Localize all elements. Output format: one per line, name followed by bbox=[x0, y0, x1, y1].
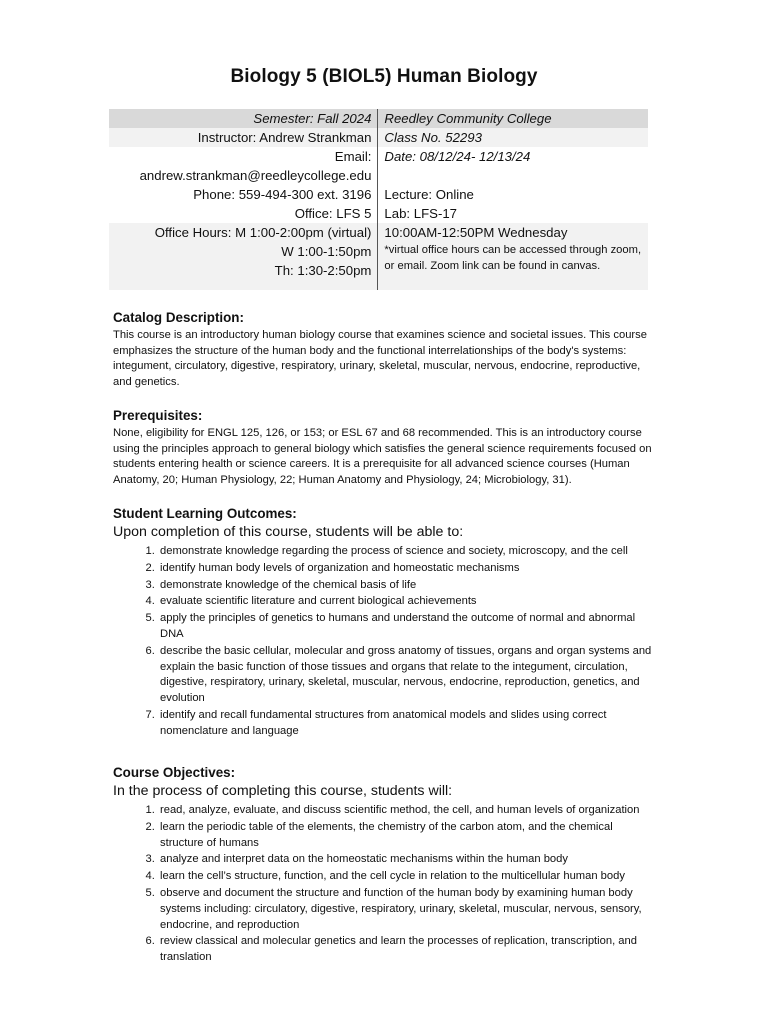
info-row-email bbox=[109, 147, 648, 185]
lab-cell: Lab: LFS-17 bbox=[378, 204, 648, 223]
office-hours-cell bbox=[109, 223, 378, 290]
list-item: 1. read, analyze, evaluate, and discuss scientific method, the cell, and human levels of organization bbox=[158, 803, 658, 819]
info-row-hours bbox=[109, 223, 648, 290]
list-item: 2. identify human body levels of organization and homeostatic mechanisms bbox=[158, 561, 658, 577]
list-item: 5. apply the principles of genetics to humans and understand the outcome of normal and abnormal DNA bbox=[158, 611, 658, 643]
dates-cell: Date: 08/12/24- 12/13/24 bbox=[378, 147, 648, 185]
semester-cell: Semester: Fall 2024 bbox=[109, 109, 378, 128]
course-objectives-section bbox=[113, 765, 658, 967]
prerequisites-section bbox=[113, 408, 658, 489]
list-item: 4. evaluate scientific literature and current biological achievements bbox=[158, 594, 658, 610]
lab-time-cell bbox=[378, 223, 648, 290]
list-item: 4. learn the cell’s structure, function, and the cell cycle in relation to the multicellular human body bbox=[158, 869, 658, 885]
list-item: 7. identify and recall fundamental structures from anatomical models and slides using correct nomenclature and language bbox=[158, 708, 658, 740]
list-item: 6. review classical and molecular genetics and learn the processes of replication, transcription, and translation bbox=[158, 934, 658, 966]
office-hours-line: W 1:00-1:50pm bbox=[281, 244, 372, 259]
email-label: Email: bbox=[334, 149, 372, 164]
virtual-hours-note: *virtual office hours can be accessed through zoom, or email. Zoom link can be found in canvas. bbox=[384, 244, 642, 272]
lab-time: 10:00AM-12:50PM Wednesday bbox=[384, 225, 568, 240]
outcomes-list bbox=[113, 544, 658, 740]
college-cell: Reedley Community College bbox=[378, 109, 648, 128]
info-row-semester bbox=[109, 109, 648, 128]
list-item: 3. demonstrate knowledge of the chemical basis of life bbox=[158, 578, 658, 594]
list-item: 2. learn the periodic table of the elements, the chemistry of the carbon atom, and the chemical structure of humans bbox=[158, 820, 658, 852]
phone-cell: Phone: 559-494-300 ext. 3196 bbox=[109, 185, 378, 204]
office-hours-line: Office Hours: M 1:00-2:00pm (virtual) bbox=[154, 225, 372, 240]
prerequisites-text: None, eligibility for ENGL 125, 126, or 153; or ESL 67 and 68 recommended. This is an introductory course using the principles approach to general biology which satisfies the general science requirements focused on students entering health or science careers. It is a prerequisite for all advanced science courses (Human Anatomy, 20; Human Physiology, 22; Human Anatomy and Physiology, 24; Microbiology, 31). bbox=[113, 427, 652, 487]
email-cell bbox=[109, 147, 378, 185]
objectives-list bbox=[113, 803, 658, 966]
catalog-text: This course is an introductory human biology course that examines science and societal issues. This course emphasizes the structure of the human body and the functional interrelationships of the body's systems: integument, circulatory, digestive, respiratory, urinary, skeletal, muscular, nervous, endocrine, reproductive, and genetics. bbox=[113, 329, 647, 389]
catalog-description-section bbox=[113, 310, 658, 391]
office-cell: Office: LFS 5 bbox=[109, 204, 378, 223]
page-title: Biology 5 (BIOL5) Human Biology bbox=[230, 66, 538, 87]
list-item: 3. analyze and interpret data on the homeostatic mechanisms within the human body bbox=[158, 852, 658, 868]
outcomes-heading: Student Learning Outcomes: bbox=[113, 506, 297, 521]
info-row-instructor bbox=[109, 128, 648, 147]
list-item: 6. describe the basic cellular, molecular and gross anatomy of tissues, organs and organ systems and explain the basic function of those tissues and organs that relate to the integument, circulation, digestive, respiratory, urinary, skeletal, muscular, nervous, endocrine, reproduction, genetics, and evolution bbox=[158, 644, 658, 707]
objectives-heading: Course Objectives: bbox=[113, 765, 236, 780]
catalog-heading: Catalog Description: bbox=[113, 310, 244, 325]
list-item: 1. demonstrate knowledge regarding the process of science and society, microscopy, and the cell bbox=[158, 544, 658, 560]
info-row-office bbox=[109, 204, 648, 223]
list-item: 5. observe and document the structure and function of the human body by examining human body systems including: circulatory, digestive, respiratory, urinary, skeletal, muscular, nervous, sensory, endocrine, and reproduction bbox=[158, 886, 658, 933]
objectives-intro: In the process of completing this course, students will: bbox=[113, 783, 453, 799]
learning-outcomes-section bbox=[113, 506, 658, 741]
class-number-cell: Class No. 52293 bbox=[378, 128, 648, 147]
lecture-cell: Lecture: Online bbox=[378, 185, 648, 204]
instructor-cell: Instructor: Andrew Strankman bbox=[109, 128, 378, 147]
prerequisites-heading: Prerequisites: bbox=[113, 408, 203, 423]
outcomes-intro: Upon completion of this course, students will be able to: bbox=[113, 524, 464, 540]
email-address: andrew.strankman@reedleycollege.edu bbox=[139, 168, 372, 183]
course-info-table bbox=[109, 109, 648, 290]
info-row-phone bbox=[109, 185, 648, 204]
office-hours-line: Th: 1:30-2:50pm bbox=[274, 263, 372, 278]
